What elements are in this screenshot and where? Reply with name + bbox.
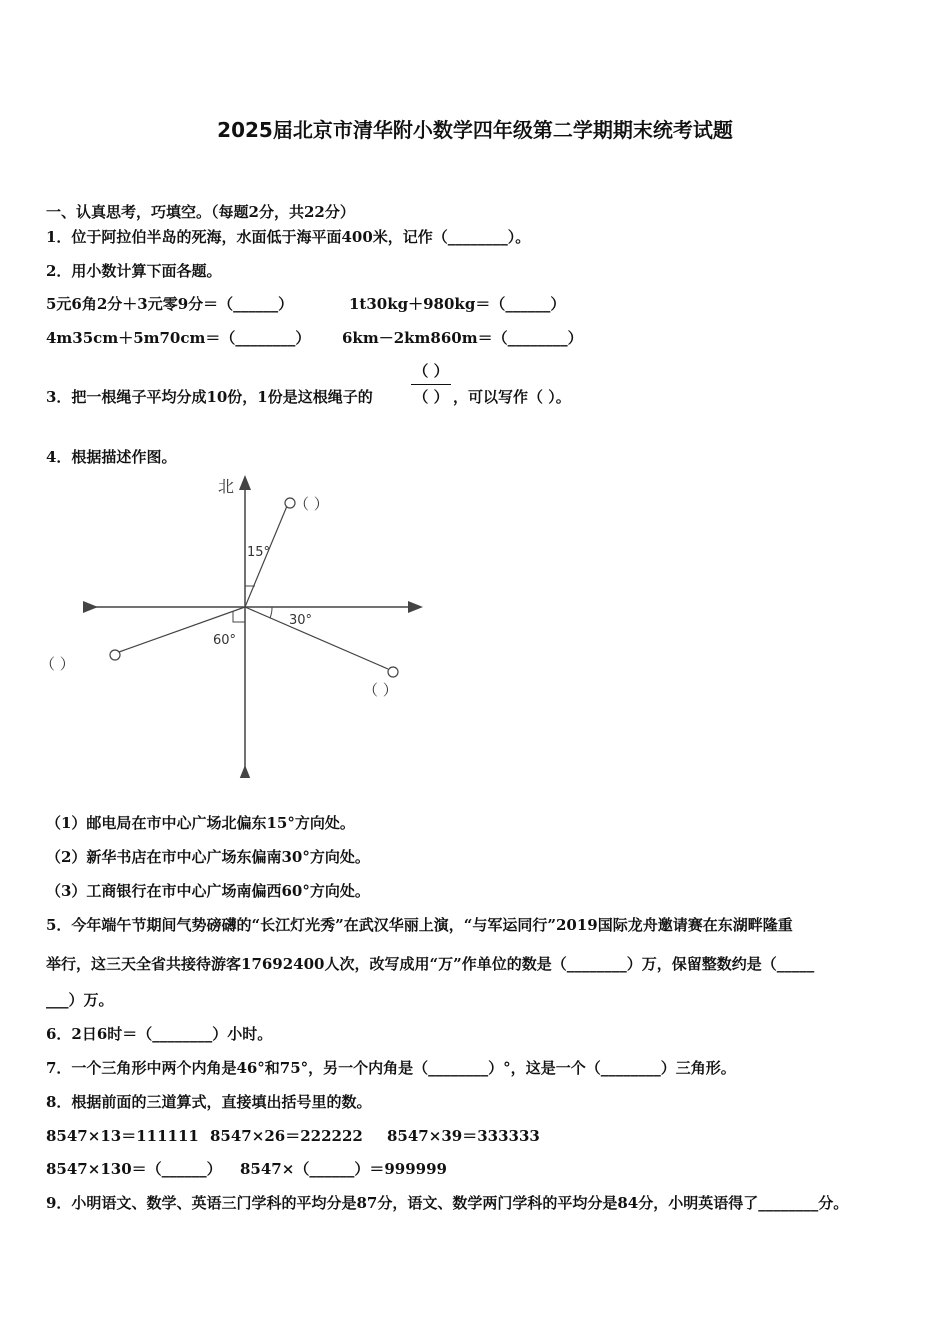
- blank-ne: （ ）: [294, 495, 329, 513]
- fraction-denominator: （ ）: [413, 388, 449, 406]
- question-8-e3: 8547×39＝333333: [387, 1127, 540, 1145]
- blank-sw: （ ）: [40, 655, 75, 673]
- point-sw: [110, 650, 120, 660]
- question-4-item-2: （2）新华书店在市中心广场东偏南30°方向处。: [46, 848, 370, 866]
- page-title: 2025届北京市清华附小数学四年级第二学期期末统考试题: [217, 118, 733, 142]
- question-5-line-2: 举行，这三天全省共接待游客17692400人次，改写成用“万”作单位的数是（________）万，保留整数约是（_____: [46, 955, 815, 973]
- question-3-after: ，可以写作（ ）。: [453, 388, 571, 406]
- question-8-e4: 8547×130＝（______）: [46, 1160, 222, 1178]
- question-6: 6．2日6时＝（________）小时。: [46, 1025, 273, 1043]
- question-2a: 5元6角2分＋3元零9分＝（______）: [46, 295, 294, 313]
- point-se: [388, 667, 398, 677]
- angle-mark-60: [233, 611, 245, 622]
- question-8-stem: 8．根据前面的三道算式，直接填出括号里的数。: [46, 1093, 372, 1111]
- question-3-before: 3．把一根绳子平均分成10份，1份是这根绳子的: [46, 388, 373, 406]
- question-2b: 1t30kg＋980kg＝（______）: [349, 295, 566, 313]
- fraction-bar: [411, 384, 451, 385]
- question-4-item-1: （1）邮电局在市中心广场北偏东15°方向处。: [46, 814, 355, 832]
- direction-diagram: [40, 468, 510, 778]
- angle-15-label: 15°: [247, 545, 271, 560]
- angle-30-label: 30°: [289, 613, 313, 628]
- blank-se: （ ）: [363, 681, 398, 699]
- question-9: 9．小明语文、数学、英语三门学科的平均分是87分，语文、数学两门学科的平均分是84分，小明英语得了________分。: [46, 1194, 849, 1212]
- question-2c: 4m35cm＋5m70cm＝（________）: [46, 329, 311, 347]
- question-8-e1: 8547×13＝111111: [46, 1127, 199, 1145]
- question-7: 7．一个三角形中两个内角是46°和75°，另一个内角是（________）°，这是一个（________）三角形。: [46, 1059, 736, 1077]
- question-2d: 6km－2km860m＝（________）: [342, 329, 583, 347]
- question-2-stem: 2．用小数计算下面各题。: [46, 262, 222, 280]
- question-4-stem: 4．根据描述作图。: [46, 448, 177, 466]
- question-5-line-3: ___）万。: [46, 991, 114, 1009]
- north-label: 北: [218, 477, 235, 496]
- question-1: 1．位于阿拉伯半岛的死海，水面低于海平面400米，记作（________）。: [46, 228, 531, 246]
- fraction-blank: [411, 361, 451, 407]
- question-4-item-3: （3）工商银行在市中心广场南偏西60°方向处。: [46, 882, 370, 900]
- question-8-e5: 8547×（______）＝999999: [240, 1160, 447, 1178]
- ray-se: [245, 607, 388, 669]
- angle-60-label: 60°: [213, 633, 237, 648]
- question-8-e2: 8547×26＝222222: [210, 1127, 363, 1145]
- question-5-line-1: 5．今年端午节期间气势磅礴的“长江灯光秀”在武汉华丽上演，“与军运同行”2019国际龙舟邀请赛在东湖畔隆重: [46, 916, 793, 934]
- section-heading: 一、认真思考，巧填空。（每题2分，共22分）: [46, 203, 355, 221]
- fraction-numerator: （ ）: [413, 362, 449, 380]
- angle-mark-30: [270, 607, 272, 618]
